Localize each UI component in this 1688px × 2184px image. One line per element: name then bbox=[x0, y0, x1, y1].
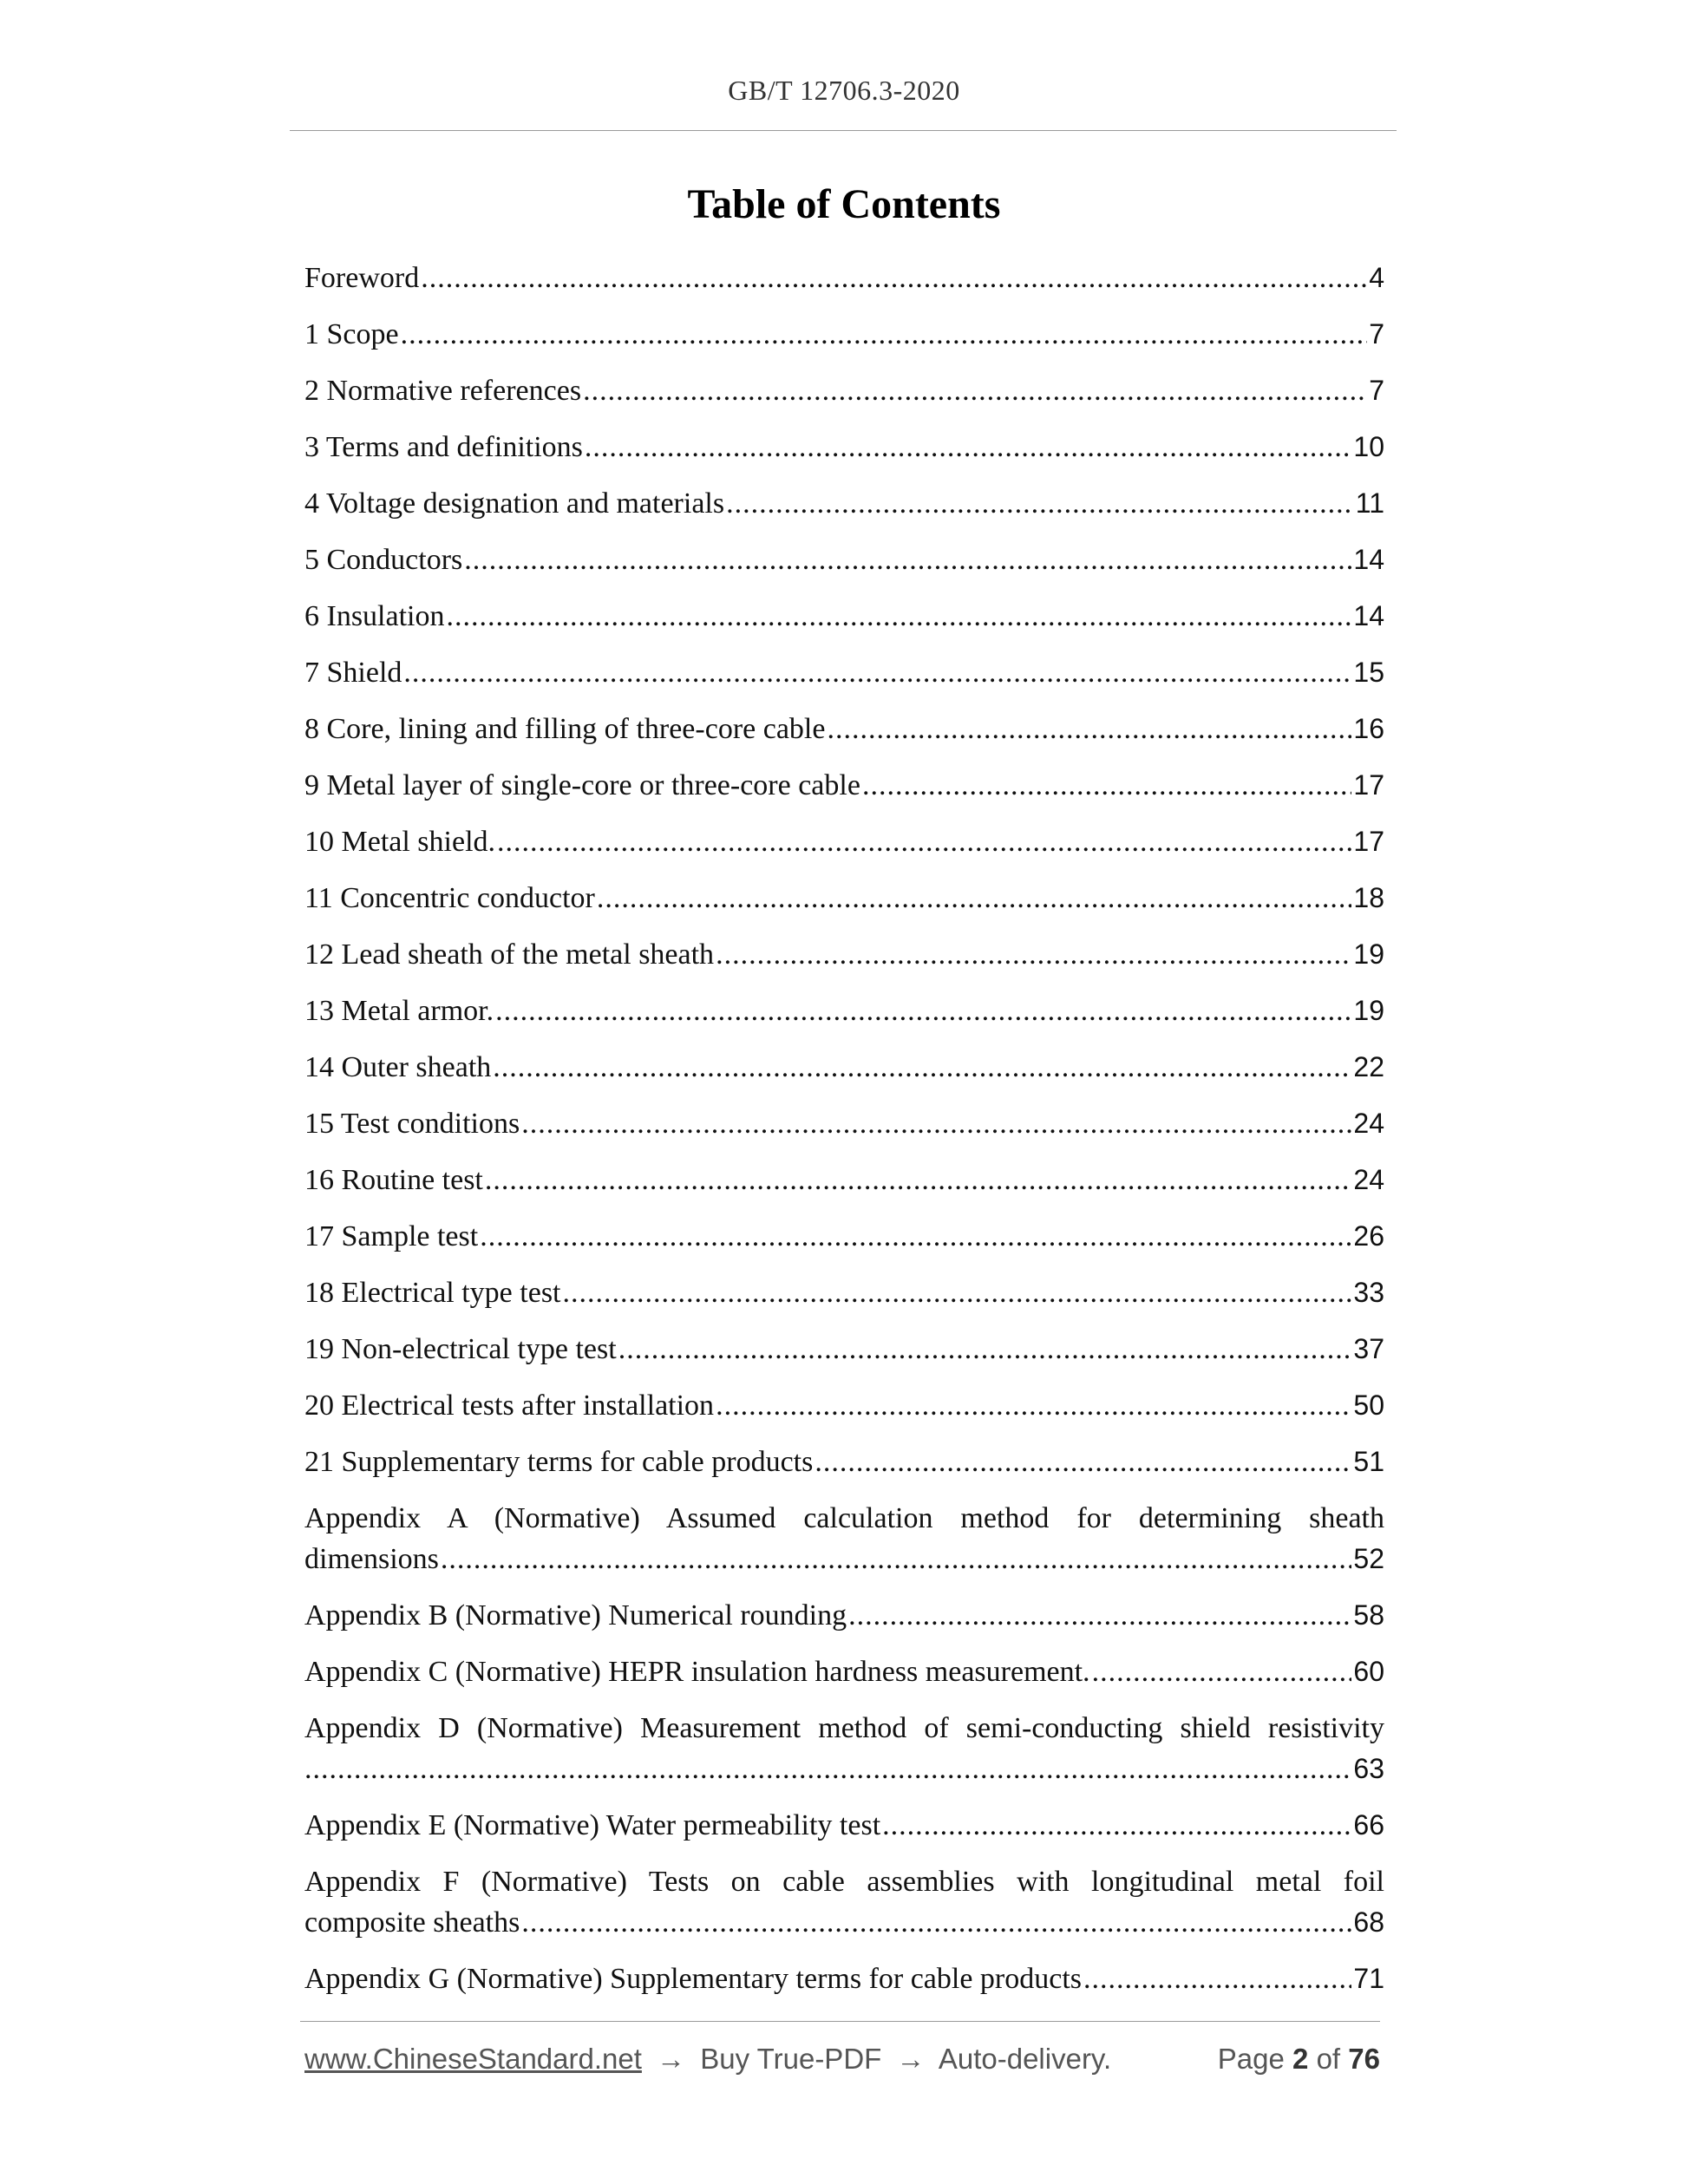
toc-entry-label: Appendix E (Normative) Water permeability test bbox=[304, 1809, 881, 1841]
toc-entry-label: 14 Outer sheath bbox=[304, 1051, 492, 1083]
toc-entry[interactable] bbox=[304, 1329, 1384, 1370]
page-current: 2 bbox=[1292, 2043, 1309, 2075]
toc-entry-label: 9 Metal layer of single-core or three-core cable bbox=[304, 769, 860, 801]
toc-entry-label: Appendix B (Normative) Numerical rounding bbox=[304, 1599, 847, 1631]
toc-entry-label: Foreword bbox=[304, 262, 420, 294]
toc-entry-label: 7 Shield bbox=[304, 657, 402, 689]
toc-entry-page: 7 bbox=[1369, 375, 1384, 406]
toc-entry[interactable] bbox=[304, 821, 1384, 862]
toc-entry-page: 26 bbox=[1353, 1220, 1384, 1252]
toc-leader-dots bbox=[726, 483, 1354, 524]
toc-entry-label-continued: dimensions bbox=[304, 1543, 439, 1575]
toc-entry-page: 17 bbox=[1353, 826, 1384, 857]
toc-entry-label: 17 Sample test bbox=[304, 1220, 479, 1252]
toc-list bbox=[304, 258, 1384, 2015]
header-divider bbox=[290, 130, 1397, 131]
toc-entry-label: 20 Electrical tests after installation bbox=[304, 1390, 715, 1422]
page-indicator bbox=[1218, 2043, 1380, 2076]
page-header-standard-id: GB/T 12706.3-2020 bbox=[728, 75, 960, 106]
footer-divider bbox=[300, 2021, 1380, 2022]
toc-entry-appendix-g[interactable] bbox=[304, 1958, 1384, 1999]
toc-entry[interactable] bbox=[304, 1047, 1384, 1088]
toc-entry-page: 18 bbox=[1353, 882, 1384, 913]
toc-entry-label: 10 Metal shield. bbox=[304, 826, 496, 858]
toc-entry[interactable] bbox=[304, 1272, 1384, 1313]
toc-leader-dots bbox=[401, 314, 1368, 355]
toc-entry-page: 4 bbox=[1369, 262, 1384, 293]
toc-leader-dots bbox=[1083, 1958, 1351, 1999]
toc-entry[interactable] bbox=[304, 596, 1384, 637]
toc-entry[interactable] bbox=[304, 878, 1384, 919]
toc-entry-label: 21 Supplementary terms for cable products bbox=[304, 1446, 814, 1478]
toc-entry[interactable] bbox=[304, 1160, 1384, 1200]
toc-entry-page: 52 bbox=[1353, 1543, 1384, 1574]
toc-entry-page: 10 bbox=[1353, 431, 1384, 462]
toc-entry-label: Appendix D (Normative) Measurement method of semi-conducting shield resistivity bbox=[304, 1712, 1384, 1744]
toc-entry-page: 51 bbox=[1353, 1446, 1384, 1477]
toc-entry[interactable] bbox=[304, 314, 1384, 355]
of-word: of bbox=[1316, 2043, 1341, 2075]
toc-entry-page: 16 bbox=[1353, 713, 1384, 744]
toc-leader-dots bbox=[421, 258, 1367, 298]
toc-entry-label: 6 Insulation bbox=[304, 600, 445, 632]
toc-entry-label: Appendix A (Normative) Assumed calculation method for determining sheath bbox=[304, 1502, 1384, 1534]
toc-entry-appendix-e[interactable] bbox=[304, 1805, 1384, 1846]
toc-leader-dots bbox=[304, 1749, 1351, 1789]
toc-entry-page: 19 bbox=[1353, 938, 1384, 970]
toc-entry-label: 2 Normative references bbox=[304, 375, 582, 407]
toc-entry-page: 22 bbox=[1353, 1051, 1384, 1082]
toc-entry-page: 14 bbox=[1353, 544, 1384, 575]
toc-entry-label: Appendix G (Normative) Supplementary terms for cable products bbox=[304, 1963, 1083, 1995]
toc-entry-appendix-c[interactable] bbox=[304, 1651, 1384, 1692]
toc-leader-dots bbox=[583, 370, 1367, 411]
delivery-text: Auto-delivery. bbox=[938, 2043, 1112, 2075]
toc-leader-dots bbox=[882, 1805, 1351, 1846]
buy-text: Buy True-PDF bbox=[700, 2043, 882, 2075]
page-word: Page bbox=[1217, 2043, 1285, 2075]
toc-entry-page: 14 bbox=[1353, 600, 1384, 631]
toc-leader-dots bbox=[827, 709, 1351, 749]
toc-entry-page: 24 bbox=[1353, 1108, 1384, 1139]
toc-entry-label: 11 Concentric conductor bbox=[304, 882, 595, 914]
toc-entry-continuation bbox=[304, 1902, 1384, 1943]
toc-entry[interactable] bbox=[304, 1103, 1384, 1144]
toc-entry-page: 71 bbox=[1353, 1963, 1384, 1994]
toc-entry[interactable] bbox=[304, 427, 1384, 468]
toc-entry-label: Appendix C (Normative) HEPR insulation hardness measurement. bbox=[304, 1656, 1090, 1688]
toc-entry-page: 24 bbox=[1353, 1164, 1384, 1195]
toc-entry[interactable] bbox=[304, 539, 1384, 580]
toc-entry-label: 19 Non-electrical type test bbox=[304, 1333, 617, 1365]
toc-entry-page: 7 bbox=[1369, 318, 1384, 350]
toc-leader-dots bbox=[446, 596, 1351, 637]
toc-entry-page: 58 bbox=[1353, 1599, 1384, 1631]
toc-title: Table of Contents bbox=[687, 181, 1001, 227]
toc-leader-dots bbox=[464, 539, 1351, 580]
toc-leader-dots bbox=[597, 878, 1352, 919]
arrow-right-icon: → bbox=[896, 2043, 926, 2075]
toc-entry-page: 50 bbox=[1353, 1390, 1384, 1421]
toc-leader-dots bbox=[493, 1047, 1351, 1088]
toc-entry-page: 66 bbox=[1353, 1809, 1384, 1841]
toc-entry-label: 8 Core, lining and filling of three-core cable bbox=[304, 713, 826, 745]
page-footer bbox=[304, 2043, 1380, 2076]
toc-entry[interactable] bbox=[304, 1442, 1384, 1482]
toc-entry-label: 15 Test conditions bbox=[304, 1108, 520, 1140]
site-link[interactable]: www.ChineseStandard.net bbox=[304, 2043, 642, 2075]
toc-entry-page: 19 bbox=[1353, 995, 1384, 1026]
toc-entry-continuation bbox=[304, 1539, 1384, 1579]
toc-entry-page: 63 bbox=[1353, 1753, 1384, 1784]
toc-entry-page: 15 bbox=[1353, 657, 1384, 688]
toc-entry-page: 60 bbox=[1353, 1656, 1384, 1687]
page-total: 76 bbox=[1348, 2043, 1380, 2075]
toc-leader-dots bbox=[497, 821, 1351, 862]
toc-leader-dots bbox=[585, 427, 1352, 468]
toc-leader-dots bbox=[441, 1539, 1352, 1579]
toc-entry-label: 4 Voltage designation and materials bbox=[304, 487, 725, 520]
toc-entry-label: 18 Electrical type test bbox=[304, 1277, 561, 1309]
toc-entry[interactable] bbox=[304, 991, 1384, 1031]
toc-entry-label: Appendix F (Normative) Tests on cable assemblies with longitudinal metal foil bbox=[304, 1866, 1384, 1898]
toc-entry-label: 5 Conductors bbox=[304, 544, 463, 576]
toc-entry[interactable] bbox=[304, 652, 1384, 693]
toc-entry-continuation bbox=[304, 1749, 1384, 1789]
toc-entry[interactable] bbox=[304, 1385, 1384, 1426]
toc-entry[interactable] bbox=[304, 483, 1384, 524]
toc-leader-dots bbox=[848, 1595, 1351, 1636]
toc-entry-label: 13 Metal armor. bbox=[304, 995, 494, 1027]
toc-leader-dots bbox=[563, 1272, 1352, 1313]
toc-leader-dots bbox=[716, 934, 1351, 975]
toc-entry-page: 11 bbox=[1355, 487, 1384, 519]
toc-leader-dots bbox=[403, 652, 1351, 693]
toc-entry[interactable] bbox=[304, 1216, 1384, 1257]
arrow-right-icon: → bbox=[657, 2043, 686, 2075]
toc-entry-appendix-f[interactable] bbox=[304, 1861, 1384, 1943]
toc-entry[interactable] bbox=[304, 765, 1384, 806]
toc-entry[interactable] bbox=[304, 709, 1384, 749]
toc-leader-dots bbox=[521, 1103, 1351, 1144]
toc-entry-label: 3 Terms and definitions bbox=[304, 431, 583, 463]
toc-leader-dots bbox=[521, 1902, 1351, 1943]
toc-entry-page: 17 bbox=[1353, 769, 1384, 801]
toc-entry[interactable] bbox=[304, 934, 1384, 975]
toc-leader-dots bbox=[716, 1385, 1351, 1426]
toc-leader-dots bbox=[480, 1216, 1351, 1257]
toc-leader-dots bbox=[495, 991, 1351, 1031]
toc-entry[interactable] bbox=[304, 370, 1384, 411]
toc-entry-label: 12 Lead sheath of the metal sheath bbox=[304, 938, 715, 971]
toc-leader-dots bbox=[862, 765, 1351, 806]
toc-entry-label: 1 Scope bbox=[304, 318, 399, 350]
toc-entry-label: 16 Routine test bbox=[304, 1164, 483, 1196]
toc-leader-dots bbox=[815, 1442, 1351, 1482]
toc-leader-dots bbox=[618, 1329, 1352, 1370]
toc-entry-page: 68 bbox=[1353, 1906, 1384, 1938]
toc-entry-label-continued: composite sheaths bbox=[304, 1906, 520, 1939]
toc-leader-dots bbox=[1092, 1651, 1352, 1692]
toc-entry-appendix-a[interactable] bbox=[304, 1498, 1384, 1579]
toc-entry-appendix-b[interactable] bbox=[304, 1595, 1384, 1636]
toc-entry-page: 37 bbox=[1353, 1333, 1384, 1364]
footer-promo bbox=[304, 2043, 1111, 2076]
toc-entry[interactable] bbox=[304, 258, 1384, 298]
toc-leader-dots bbox=[485, 1160, 1352, 1200]
toc-entry-page: 33 bbox=[1353, 1277, 1384, 1308]
toc-entry-appendix-d[interactable] bbox=[304, 1708, 1384, 1789]
